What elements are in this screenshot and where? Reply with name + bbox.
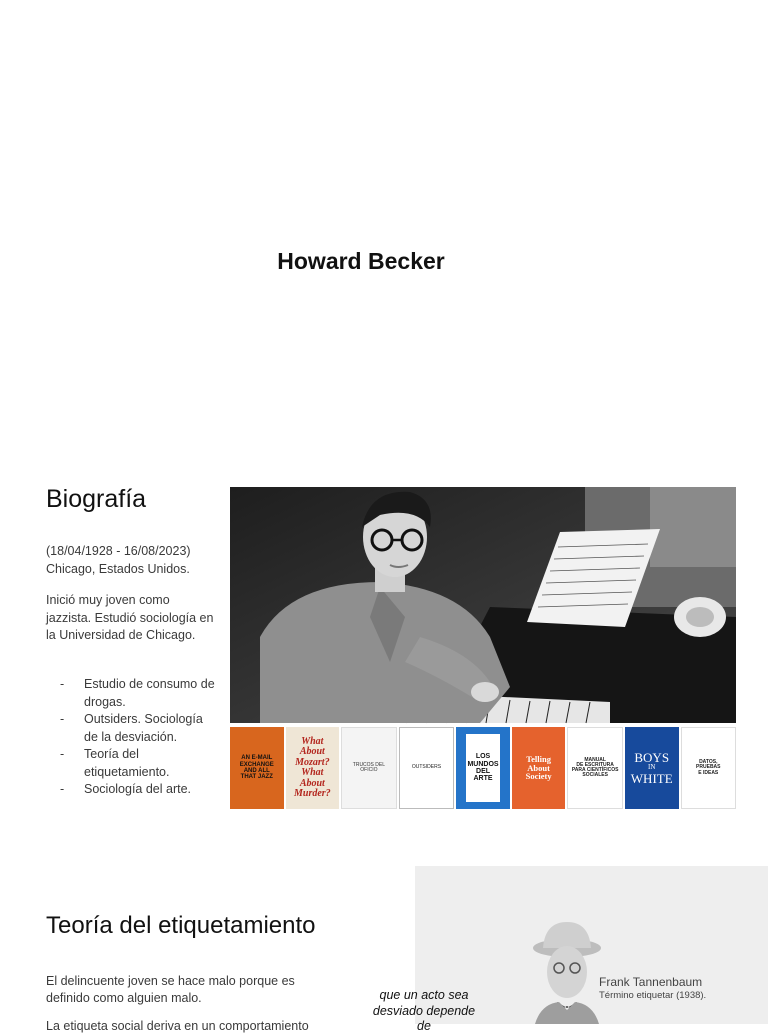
cover-text: EXCHANGE [239, 761, 274, 768]
cover-text: OUTSIDERS [411, 764, 442, 771]
cover-text: TRUCOS DEL OFICIO [352, 761, 386, 773]
becker-piano-photo [230, 487, 736, 723]
cover-text: ARTE [473, 775, 493, 783]
labeling-paragraph: El delincuente joven se hace malo porque es definido como alguien malo. [46, 974, 295, 1005]
book-cover [399, 727, 455, 809]
cover-text: AND ALL [243, 768, 270, 774]
cover-text: Murder? [294, 788, 331, 799]
biography-heading: Biografía [46, 485, 147, 513]
cover-text: LOS MUNDOS [467, 753, 499, 768]
biography-slide [0, 470, 768, 830]
book-cover [286, 727, 340, 809]
cover-text: What [301, 735, 324, 747]
labeling-slide [0, 830, 768, 1033]
list-item: - Teoría del etiquetamiento. [46, 746, 216, 781]
cover-inner [466, 734, 499, 802]
cover-text: E IDEAS [698, 769, 719, 776]
cover-text: WHITE [630, 770, 673, 786]
cover-text: What [301, 767, 324, 778]
cover-text: DE ESCRITURA [576, 761, 614, 768]
cover-text: PARA CIENTÍFICOS [571, 767, 619, 773]
cover-text: IN [648, 763, 656, 772]
cover-text: SOCIALES [582, 772, 608, 779]
book-cover [567, 727, 623, 809]
book-covers [230, 727, 736, 809]
biography-dates: (18/04/1928 - 16/08/2023) Chicago, Estados Unidos. [46, 544, 191, 576]
biography-list [46, 676, 216, 799]
cover-text: Society [525, 771, 552, 782]
book-cover [512, 727, 566, 809]
person-note: Término etiquetar (1938). [599, 990, 707, 1001]
list-item: - Sociología del arte. [46, 781, 216, 799]
cover-text: Mozart? [295, 756, 330, 768]
list-item: - Outsiders. Sociología de la desviación. [46, 711, 216, 746]
labeling-heading: Teoría del etiquetamiento [46, 912, 316, 939]
cover-text: BOYS [634, 749, 670, 765]
biography-description: Inició muy joven como jazzista. Estudió sociología en la Universidad de Chicago. [46, 593, 214, 642]
labeling-paragraph-2: La etiqueta social deriva en un comportamiento [46, 1019, 309, 1033]
book-cover [456, 727, 510, 809]
cover-text: THAT JAZZ [240, 774, 273, 781]
cover-text: Telling [526, 753, 551, 764]
cover-text: PRUEBAS [696, 764, 721, 771]
cover-text: About [299, 746, 325, 757]
cover-text: DEL [476, 767, 491, 775]
cover-text: AN E-MAIL [241, 755, 273, 762]
person-name: Frank Tannenbaum [599, 975, 703, 989]
cover-text: MANUAL [584, 756, 606, 763]
list-item: - Estudio de consumo de drogas. [46, 676, 216, 711]
book-cover [341, 727, 397, 809]
book-cover [230, 727, 284, 809]
book-cover [681, 727, 737, 809]
cover-text: About [527, 762, 550, 773]
book-cover [625, 727, 679, 809]
page-title: Howard Becker [277, 248, 445, 274]
cover-text: DATOS, [699, 759, 718, 766]
cover-text: About [299, 777, 325, 789]
labeling-quote: que un acto sea desviado depende de [372, 988, 476, 1033]
title-slide [0, 0, 768, 470]
tannenbaum-portrait [527, 918, 607, 1024]
